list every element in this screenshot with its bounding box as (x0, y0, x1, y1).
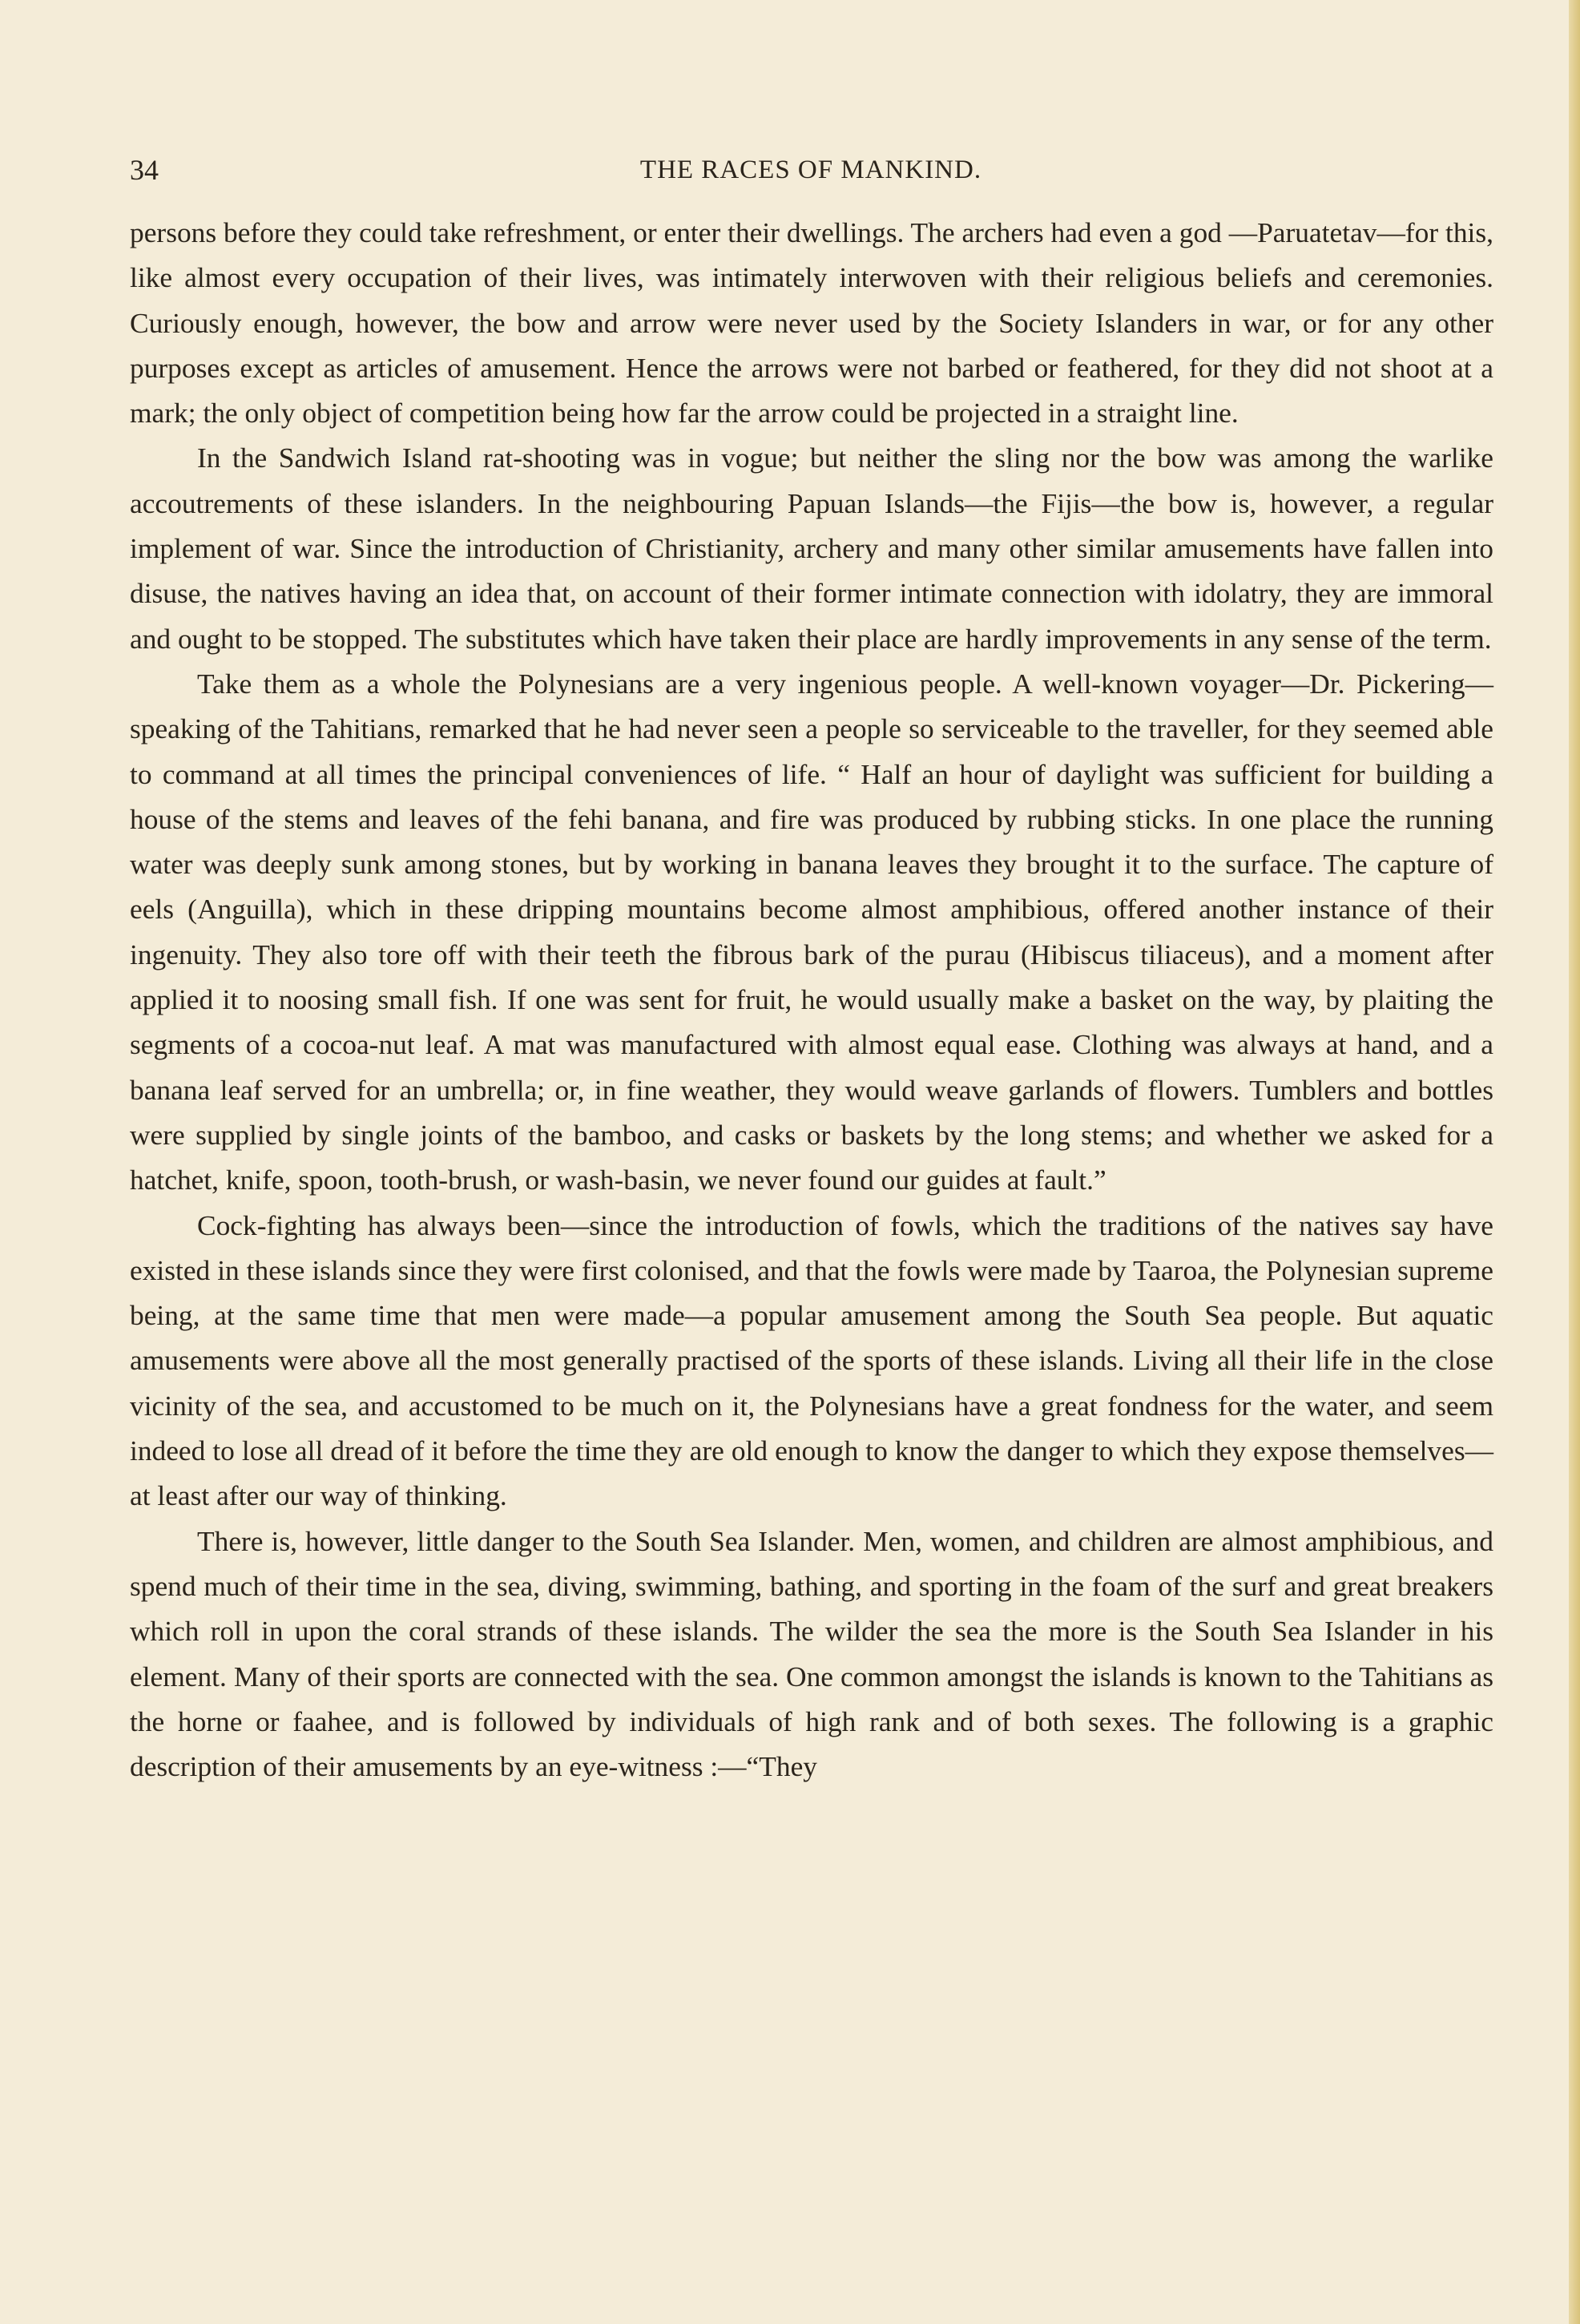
running-head: THE RACES OF MANKIND. (639, 155, 982, 184)
paragraph-5: There is, however, little danger to the South Sea Islander. Men, women, and children are almost amphibious, and spend much of their time in the sea, diving, swimming, bathing, and sporting in the foam of the surf and great breakers which roll in upon the coral strands of these islands. The wilder the sea the more is the South Sea Islander in his element. Many of their sports are connected with the sea. One common amongst the islands is known to the Tahitians as the horne or faahee, and is followed by individuals of high rank and of both sexes. The following is a graphic description of their amusements by an eye-witness :—“They (130, 1524, 1493, 1783)
page-number: 34 (130, 154, 159, 186)
paragraph-2: In the Sandwich Island rat-shooting was in vogue; but neither the sling nor the bow was among the warlike accoutrements of these islanders. In the neighbouring Papuan Islands—the Fijis—the bow is, however, a regular implement of war. Since the introduction of Christianity, archery and many other similar amusements have fallen into disuse, the natives having an idea that, on account of their former intimate connection with idolatry, they are immoral and ought to be stopped. The substitutes which have taken their place are hardly improvements in any sense of the term. (130, 442, 1493, 655)
paragraph-3: Take them as a whole the Polynesians are a very ingenious people. A well-known voyager—Dr. Pickering—speaking of the Tahitians, remarked that he had never seen a people so serviceable to the traveller, for they seemed able to command at all times the principal conveniences of life. “ Half an hour of daylight was sufficient for building a house of the stems and leaves of the fehi banana, and fire was produced by rubbing sticks. In one place the running water was deeply sunk among stones, but by working in banana leaves they brought it to the surface. The capture of eels (Anguilla), which in these dripping mountains become almost amphibious, offered another instance of their ingenuity. They also tore off with their teeth the fibrous bark of the purau (Hibiscus tiliaceus), and a moment after applied it to noosing small fish. If one was sent for fruit, he would usually make a basket on the way, by plaiting the segments of a cocoa-nut leaf. A mat was manufactured with almost equal ease. Clothing was always at hand, and a banana leaf served for an umbrella; or, in fine weather, they would weave garlands of flowers. Tumblers and bottles were supplied by single joints of the bamboo, and casks or baskets by the long stems; and whether we asked for a hatchet, knife, spoon, tooth-brush, or wash-basin, we never found our guides at fault.” (130, 667, 1493, 1196)
body-text (130, 210, 1493, 1789)
paragraph-4: Cock-fighting has always been—since the introduction of fowls, which the traditions of the natives say have existed in these islands since they were first colonised, and that the fowls were made by Taaroa, the Polynesian supreme being, at the same time that men were made—a popular amusement among the South Sea people. But aquatic amusements were above all the most generally practised of the sports of these islands. Living all their life in the close vicinity of the sea, and accustomed to be much on it, the Polynesians have a great fondness for the water, and seem indeed to lose all dread of it before the time they are old enough to know the danger to which they expose themselves—at least after our way of thinking. (130, 1208, 1493, 1512)
page-edge (1569, 0, 1580, 2324)
page-header (130, 151, 1492, 191)
paragraph-1: persons before they could take refreshment, or enter their dwellings. The archers had even a god —Paruatetav—for this, like almost every occupation of their lives, was intimately interwoven with their religious beliefs and ceremonies. Curiously enough, however, the bow and arrow were never used by the Society Islanders in war, or for any other purposes except as articles of amusement. Hence the arrows were not barbed or feathered, for they did not shoot at a mark; the only object of competition being how far the arrow could be projected in a straight line. (130, 216, 1493, 430)
